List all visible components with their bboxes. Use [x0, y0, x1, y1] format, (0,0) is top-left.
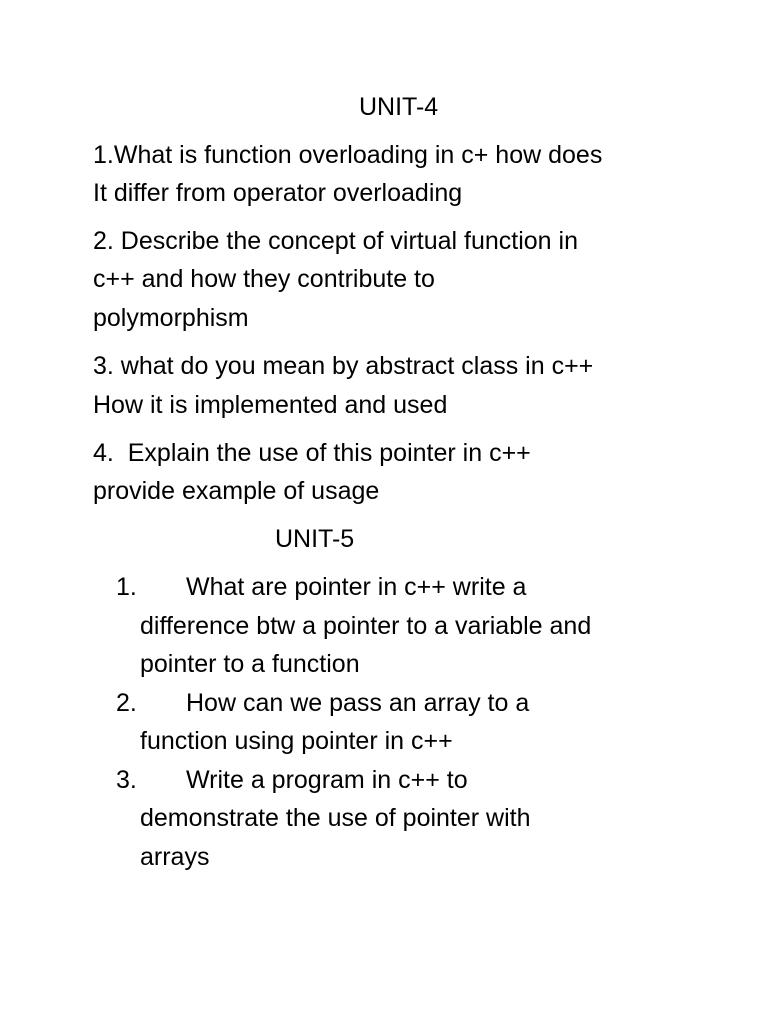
list-item-line: pointer to a function: [140, 650, 360, 678]
list-item-line: Write a program in c++ to: [186, 766, 468, 794]
question-line: 1.What is function overloading in c+ how does: [93, 141, 603, 169]
list-item-line: arrays: [140, 843, 210, 871]
question-line: polymorphism: [93, 304, 249, 332]
unit-4-heading: UNIT-4: [359, 93, 439, 121]
list-item-line: difference btw a pointer to a variable and: [140, 612, 592, 640]
question-line: How it is implemented and used: [93, 391, 448, 419]
list-number: 3.: [116, 766, 137, 794]
unit-5-heading: UNIT-5: [275, 525, 355, 553]
list-number: 2.: [116, 689, 137, 717]
question-line: provide example of usage: [93, 477, 380, 505]
question-line: 3. what do you mean by abstract class in c++: [93, 352, 594, 380]
question-line: It differ from operator overloading: [93, 179, 463, 207]
list-item-line: What are pointer in c++ write a: [186, 573, 527, 601]
question-line: 2. Describe the concept of virtual function in: [93, 227, 578, 255]
list-item-line: demonstrate the use of pointer with: [140, 804, 531, 832]
question-line: c++ and how they contribute to: [93, 265, 435, 293]
list-item-line: How can we pass an array to a: [186, 689, 530, 717]
list-item-line: function using pointer in c++: [140, 727, 453, 755]
list-number: 1.: [116, 573, 137, 601]
question-line: 4. Explain the use of this pointer in c++: [93, 439, 531, 467]
